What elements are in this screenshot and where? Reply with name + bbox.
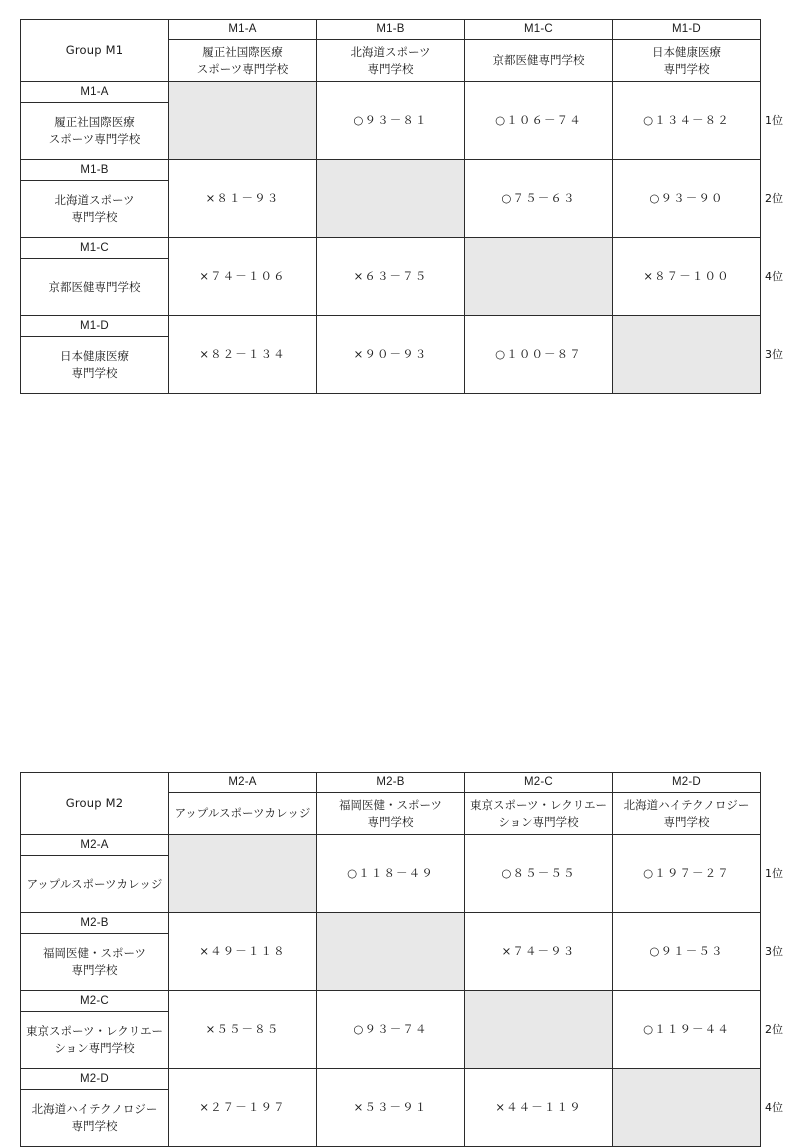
row-school-name-m1-b: [21, 181, 169, 238]
column-school-name-line: 日本健康医療: [652, 44, 721, 59]
row-code-row: [21, 991, 761, 1012]
rank-label-m1-d: 3位: [765, 347, 783, 361]
row-code-row: [21, 835, 761, 856]
row-code-m2-c: M2-C: [21, 991, 169, 1012]
score-cell: ×５３－９１: [317, 1069, 465, 1147]
column-school-name-m1-a: [169, 40, 317, 82]
row-school-name-line: スポーツ専門学校: [48, 132, 141, 146]
group-m1-table: [20, 19, 761, 394]
score-cell: ×７４－９３: [465, 913, 613, 991]
score-cell: ×８７－１００: [613, 238, 761, 316]
diagonal-blank-cell: [613, 316, 761, 394]
column-school-name-line: ション専門学校: [498, 814, 579, 829]
row-school-name-m2-b: [21, 934, 169, 991]
row-code-row: [21, 316, 761, 337]
row-school-name-m1-c: [21, 259, 169, 316]
score-cell: ○７５－６３: [465, 160, 613, 238]
score-cell: ○１１８－４９: [317, 835, 465, 913]
row-school-name-line: 履正社国際医療: [54, 115, 135, 130]
score-cell: ×４４－１１９: [465, 1069, 613, 1147]
column-school-name-m1-b: [317, 40, 465, 82]
column-school-name-m2-b: [317, 793, 465, 835]
column-school-name-line: 専門学校: [367, 61, 414, 76]
diagonal-blank-cell: [613, 1069, 761, 1147]
row-code-m1-a: M1-A: [21, 82, 169, 103]
rank-label-m2-a: 1位: [765, 866, 783, 880]
row-school-name-line: 専門学校: [71, 963, 118, 977]
row-school-name-m2-a: [21, 856, 169, 913]
row-code-m1-c: M1-C: [21, 238, 169, 259]
column-school-name-line: 東京スポーツ・レクリエー: [469, 797, 608, 812]
column-school-name-line: 福岡医健・スポーツ: [338, 797, 443, 812]
row-school-name-line: 専門学校: [71, 1119, 118, 1133]
column-school-name-line: 専門学校: [663, 61, 710, 76]
column-code-m2-a: M2-A: [169, 773, 317, 793]
score-cell: ×８１－９３: [169, 160, 317, 238]
row-school-name-line: 専門学校: [71, 210, 118, 224]
score-cell: ○１３４－８２: [613, 82, 761, 160]
group-m1-block: [20, 19, 785, 394]
rank-label-m2-d: 4位: [765, 1100, 783, 1114]
group-m2-table: [20, 772, 761, 1147]
column-school-name-line: 京都医健専門学校: [492, 53, 585, 68]
column-code-m1-b: M1-B: [317, 20, 465, 40]
row-code-row: [21, 82, 761, 103]
column-code-m2-c: M2-C: [465, 773, 613, 793]
score-cell: ○１００－８７: [465, 316, 613, 394]
score-cell: ○１９７－２７: [613, 835, 761, 913]
column-school-name-m2-a: [169, 793, 317, 835]
rank-label-m1-b: 2位: [765, 191, 783, 205]
corner-group-label: Group M2: [21, 773, 169, 835]
column-school-name-m2-c: [465, 793, 613, 835]
column-code-m1-a: M1-A: [169, 20, 317, 40]
row-school-name-line: 日本健康医療: [60, 349, 129, 364]
column-code-m1-c: M1-C: [465, 20, 613, 40]
row-code-row: [21, 1069, 761, 1090]
column-code-m1-d: M1-D: [613, 20, 761, 40]
diagonal-blank-cell: [317, 913, 465, 991]
diagonal-blank-cell: [465, 238, 613, 316]
diagonal-blank-cell: [169, 835, 317, 913]
column-school-name-line: アップルスポーツカレッジ: [174, 806, 311, 821]
column-school-name-m1-c: [465, 40, 613, 82]
column-school-name-line: 北海道ハイテクノロジー: [623, 797, 750, 812]
column-school-name-line: 専門学校: [663, 814, 710, 829]
score-cell: ×２７－１９７: [169, 1069, 317, 1147]
rank-label-m2-b: 3位: [765, 944, 783, 958]
column-school-name-m2-d: [613, 793, 761, 835]
score-cell: ×７４－１０６: [169, 238, 317, 316]
row-school-name-line: 専門学校: [71, 366, 118, 380]
score-cell: ○９３－８１: [317, 82, 465, 160]
score-cell: ×６３－７５: [317, 238, 465, 316]
column-school-name-m1-d: [613, 40, 761, 82]
row-school-name-line: ション専門学校: [54, 1041, 135, 1055]
header-code-row: [21, 20, 761, 40]
row-school-name-line: 京都医健専門学校: [48, 279, 141, 294]
row-code-m1-b: M1-B: [21, 160, 169, 181]
row-school-name-line: アップルスポーツカレッジ: [26, 876, 163, 891]
row-school-name-line: 福岡医健・スポーツ: [42, 946, 147, 961]
row-school-name-m2-c: [21, 1012, 169, 1069]
row-school-name-line: 北海道スポーツ: [54, 193, 135, 208]
diagonal-blank-cell: [169, 82, 317, 160]
score-cell: ○９３－７４: [317, 991, 465, 1069]
score-cell: ○９３－９０: [613, 160, 761, 238]
row-code-m2-a: M2-A: [21, 835, 169, 856]
row-school-name-m1-a: [21, 103, 169, 160]
row-code-m2-b: M2-B: [21, 913, 169, 934]
row-school-name-line: 北海道ハイテクノロジー: [31, 1102, 158, 1117]
score-cell: ×４９－１１８: [169, 913, 317, 991]
score-cell: ×８２－１３４: [169, 316, 317, 394]
column-school-name-line: スポーツ専門学校: [196, 61, 289, 76]
column-school-name-line: 専門学校: [367, 814, 414, 829]
row-school-name-m2-d: [21, 1090, 169, 1147]
row-code-row: [21, 238, 761, 259]
group-m2-block: [20, 772, 785, 1147]
column-code-m2-b: M2-B: [317, 773, 465, 793]
column-code-m2-d: M2-D: [613, 773, 761, 793]
score-cell: ×９０－９３: [317, 316, 465, 394]
score-cell: ○８５－５５: [465, 835, 613, 913]
corner-group-label: Group M1: [21, 20, 169, 82]
group-m1-body: [21, 20, 761, 394]
score-cell: ○１０６－７４: [465, 82, 613, 160]
rank-label-m1-a: 1位: [765, 113, 783, 127]
group-m2-body: [21, 773, 761, 1147]
score-cell: ○９１－５３: [613, 913, 761, 991]
row-code-m2-d: M2-D: [21, 1069, 169, 1090]
diagonal-blank-cell: [465, 991, 613, 1069]
rank-label-m1-c: 4位: [765, 269, 783, 283]
column-school-name-line: 履正社国際医療: [202, 44, 283, 59]
row-school-name-line: 東京スポーツ・レクリエー: [25, 1024, 164, 1039]
row-school-name-m1-d: [21, 337, 169, 394]
header-code-row: [21, 773, 761, 793]
diagonal-blank-cell: [317, 160, 465, 238]
row-code-row: [21, 913, 761, 934]
row-code-row: [21, 160, 761, 181]
rank-label-m2-c: 2位: [765, 1022, 783, 1036]
score-cell: ○１１９－４４: [613, 991, 761, 1069]
score-cell: ×５５－８５: [169, 991, 317, 1069]
column-school-name-line: 北海道スポーツ: [350, 44, 431, 59]
row-code-m1-d: M1-D: [21, 316, 169, 337]
